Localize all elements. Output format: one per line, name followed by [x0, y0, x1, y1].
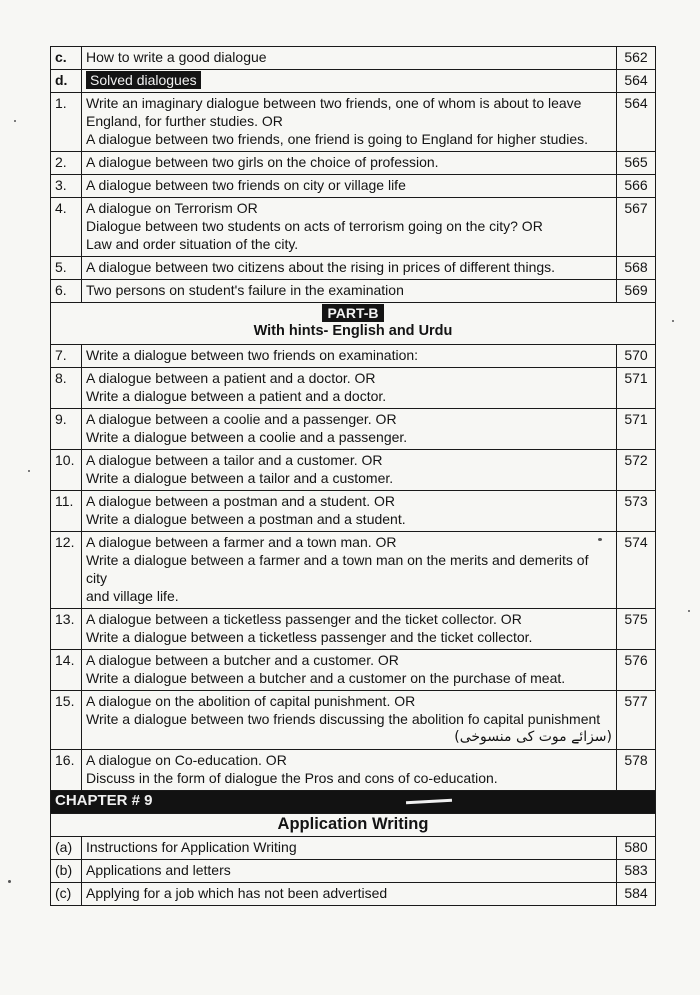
- toc-item-line: A dialogue between a butcher and a customer. OR: [86, 652, 399, 668]
- toc-item-line: Write a dialogue between a ticketless passenger and the ticket collector.: [86, 629, 533, 645]
- chapter-cell: [51, 791, 656, 814]
- toc-item-line: A dialogue between a patient and a doctor. OR: [86, 370, 376, 386]
- toc-item-line: Applications and letters: [86, 862, 231, 878]
- toc-item-page: 571: [617, 368, 656, 409]
- toc-row: [51, 70, 656, 93]
- toc-item-number: 5.: [51, 257, 82, 280]
- toc-item-line: Instructions for Application Writing: [86, 839, 297, 855]
- toc-item-text: [82, 450, 617, 491]
- toc-item-line: How to write a good dialogue: [86, 49, 267, 65]
- toc-row: [51, 409, 656, 450]
- toc-item-line: Write a dialogue between a postman and a student.: [86, 511, 406, 527]
- toc-row: [51, 491, 656, 532]
- toc-item-text: [82, 837, 617, 860]
- toc-row: [51, 198, 656, 257]
- toc-item-page: 564: [617, 70, 656, 93]
- toc-item-page: 568: [617, 257, 656, 280]
- toc-item-text: [82, 280, 617, 303]
- toc-row: [51, 837, 656, 860]
- toc-item-text: [82, 532, 617, 609]
- toc-item-line: Write a dialogue between two friends discussing the abolition fo capital punishment: [86, 711, 601, 727]
- toc-item-number: 8.: [51, 368, 82, 409]
- toc-item-line: and village life.: [86, 588, 179, 604]
- scan-speck: [672, 320, 674, 322]
- toc-item-number: 11.: [51, 491, 82, 532]
- toc-item-number: 14.: [51, 650, 82, 691]
- toc-item-line: A dialogue between a coolie and a passenger. OR: [86, 411, 397, 427]
- scan-speck: [28, 470, 30, 472]
- chapter-title-row: [51, 814, 656, 837]
- toc-item-line: A dialogue on the abolition of capital punishment. OR: [86, 693, 416, 709]
- scan-speck: [8, 880, 11, 883]
- toc-item-number: 6.: [51, 280, 82, 303]
- toc-item-page: 578: [617, 750, 656, 791]
- toc-row: [51, 368, 656, 409]
- toc-item-text: [82, 650, 617, 691]
- toc-item-number: (a): [51, 837, 82, 860]
- toc-item-page: 572: [617, 450, 656, 491]
- toc-row: [51, 650, 656, 691]
- toc-item-line: A dialogue between two friends on city or village life: [86, 177, 406, 193]
- toc-item-number: 10.: [51, 450, 82, 491]
- toc-item-text: [82, 93, 617, 152]
- toc-item-line: A dialogue between two girls on the choice of profession.: [86, 154, 439, 170]
- toc-item-text: [82, 47, 617, 70]
- toc-row: [51, 532, 656, 609]
- toc-row: [51, 257, 656, 280]
- toc-item-line: Law and order situation of the city.: [86, 236, 299, 252]
- toc-item-number: 12.: [51, 532, 82, 609]
- toc-row: [51, 93, 656, 152]
- toc-item-page: 571: [617, 409, 656, 450]
- toc-item-page: 573: [617, 491, 656, 532]
- toc-item-text: [82, 409, 617, 450]
- toc-row: [51, 450, 656, 491]
- toc-item-text: [82, 691, 617, 750]
- toc-item-text: [82, 198, 617, 257]
- toc-item-line: Write a dialogue between a butcher and a customer on the purchase of meat.: [86, 670, 566, 686]
- toc-row: [51, 152, 656, 175]
- toc-item-number: (c): [51, 883, 82, 906]
- toc-item-page: 567: [617, 198, 656, 257]
- toc-item-text: [82, 860, 617, 883]
- toc-item-line: Dialogue between two students on acts of terrorism going on the city? OR: [86, 218, 543, 234]
- toc-item-number: 9.: [51, 409, 82, 450]
- toc-item-page: 562: [617, 47, 656, 70]
- toc-item-line: Discuss in the form of dialogue the Pros and cons of co-education.: [86, 770, 498, 786]
- contents-section-c: [51, 837, 656, 906]
- toc-item-line: Write a dialogue between a coolie and a passenger.: [86, 429, 408, 445]
- toc-row: [51, 175, 656, 198]
- toc-row: [51, 609, 656, 650]
- toc-item-line: Write a dialogue between a farmer and a town man on the merits and demerits of city: [86, 552, 589, 586]
- toc-item-text: [82, 257, 617, 280]
- toc-item-line: A dialogue between a postman and a student. OR: [86, 493, 395, 509]
- toc-row: [51, 280, 656, 303]
- toc-item-line: A dialogue between two friends, one friend is going to England for higher studies.: [86, 131, 588, 147]
- toc-item-line: (سزائے موت کی منسوخی): [454, 729, 612, 745]
- toc-item-line: A dialogue on Terrorism OR: [86, 200, 258, 216]
- toc-item-page: 576: [617, 650, 656, 691]
- toc-item-line: A dialogue between a ticketless passenger and the ticket collector. OR: [86, 611, 522, 627]
- toc-item-line: A dialogue on Co-education. OR: [86, 752, 287, 768]
- contents-table: [50, 46, 656, 906]
- toc-row: [51, 691, 656, 750]
- toc-item-line: Two persons on student's failure in the examination: [86, 282, 404, 298]
- contents-section-a: [51, 47, 656, 303]
- toc-item-line: England, for further studies. OR: [86, 113, 283, 129]
- toc-item-text: [82, 345, 617, 368]
- toc-row: [51, 860, 656, 883]
- toc-item-number: d.: [51, 70, 82, 93]
- toc-item-line: A dialogue between a tailor and a customer. OR: [86, 452, 383, 468]
- toc-item-text: [82, 491, 617, 532]
- toc-item-page: 583: [617, 860, 656, 883]
- toc-item-text: [82, 152, 617, 175]
- table-of-contents-page: [50, 46, 656, 906]
- toc-item-page: 569: [617, 280, 656, 303]
- part-b-label: PART-B: [322, 304, 383, 322]
- part-b-cell: [51, 303, 656, 345]
- chapter-title: Application Writing: [277, 815, 429, 833]
- scan-speck: [688, 610, 690, 612]
- scan-speck: [598, 538, 602, 541]
- toc-row: [51, 345, 656, 368]
- toc-item-line: Write an imaginary dialogue between two friends, one of whom is about to leave: [86, 95, 582, 111]
- toc-item-line: Write a dialogue between a tailor and a customer.: [86, 470, 394, 486]
- toc-item-page: 575: [617, 609, 656, 650]
- toc-item-text: [82, 609, 617, 650]
- chapter-header: [51, 791, 656, 837]
- toc-item-number: 13.: [51, 609, 82, 650]
- toc-item-number: 7.: [51, 345, 82, 368]
- toc-item-text: [82, 883, 617, 906]
- scan-speck: [14, 120, 16, 122]
- toc-item-text: [82, 70, 617, 93]
- toc-item-line: Applying for a job which has not been advertised: [86, 885, 388, 901]
- part-b-row: [51, 303, 656, 345]
- toc-item-page: 564: [617, 93, 656, 152]
- toc-item-page: 570: [617, 345, 656, 368]
- chapter-row: [51, 791, 656, 814]
- toc-item-text: [82, 750, 617, 791]
- toc-item-line: A dialogue between two citizens about the rising in prices of different things.: [86, 259, 556, 275]
- toc-item-number: 16.: [51, 750, 82, 791]
- toc-item-number: c.: [51, 47, 82, 70]
- contents-section-b: [51, 345, 656, 791]
- toc-item-number: 3.: [51, 175, 82, 198]
- toc-row: [51, 750, 656, 791]
- toc-item-number: 4.: [51, 198, 82, 257]
- toc-item-highlight: Solved dialogues: [86, 71, 201, 89]
- toc-item-page: 580: [617, 837, 656, 860]
- toc-item-text: [82, 175, 617, 198]
- toc-item-line: [86, 71, 612, 89]
- toc-item-page: 566: [617, 175, 656, 198]
- chapter-title-cell: [51, 814, 656, 837]
- toc-item-number: 15.: [51, 691, 82, 750]
- part-b-header: [51, 303, 656, 345]
- scan-mark: [406, 799, 452, 804]
- toc-item-number: 2.: [51, 152, 82, 175]
- chapter-label: CHAPTER # 9: [55, 792, 153, 809]
- toc-item-line: A dialogue between a farmer and a town man. OR: [86, 534, 397, 550]
- toc-row: [51, 883, 656, 906]
- toc-item-page: 565: [617, 152, 656, 175]
- toc-item-line: Write a dialogue between two friends on examination:: [86, 347, 419, 363]
- part-b-subtitle: With hints- English and Urdu: [253, 323, 453, 339]
- toc-item-number: 1.: [51, 93, 82, 152]
- toc-item-number: (b): [51, 860, 82, 883]
- toc-item-page: 584: [617, 883, 656, 906]
- toc-item-text: [82, 368, 617, 409]
- toc-item-page: 574: [617, 532, 656, 609]
- toc-item-page: 577: [617, 691, 656, 750]
- toc-row: [51, 47, 656, 70]
- toc-item-line: Write a dialogue between a patient and a doctor.: [86, 388, 387, 404]
